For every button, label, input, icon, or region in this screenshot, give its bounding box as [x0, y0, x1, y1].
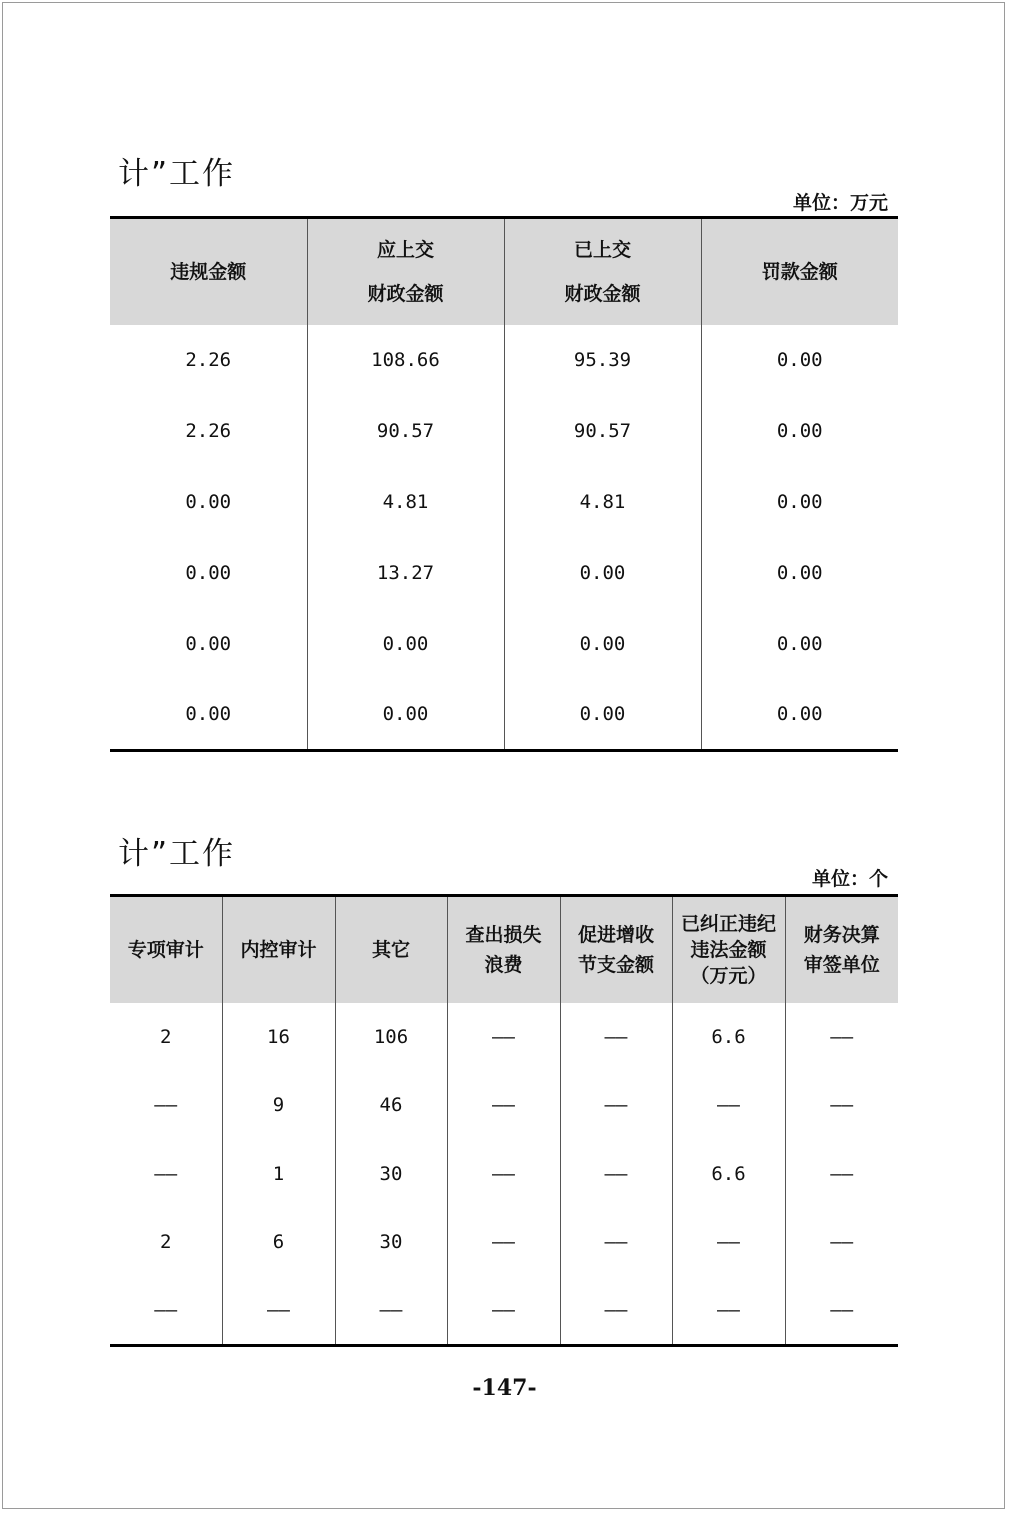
- table-cell: ——: [447, 1208, 560, 1277]
- header-special-audit: [110, 896, 222, 1003]
- table-cell: 0.00: [504, 538, 701, 609]
- table-cell: 16: [222, 1003, 335, 1072]
- page-number: -147-: [472, 1375, 537, 1401]
- table-cell: 13.27: [307, 538, 504, 609]
- header-other: [335, 896, 447, 1003]
- table-header-row: [110, 218, 898, 325]
- table-cell: 0.00: [504, 680, 701, 751]
- table-cell: 0.00: [701, 609, 898, 680]
- table-header-row: [110, 896, 898, 1003]
- table-cell: 0.00: [307, 680, 504, 751]
- section1-unit: 单位：万元: [792, 192, 888, 214]
- table-row: [110, 680, 898, 751]
- table-row: [110, 1071, 898, 1140]
- table-cell: 30: [335, 1140, 447, 1209]
- table-row: [110, 1003, 898, 1072]
- header-line: 其它: [371, 938, 410, 961]
- table-cell: ——: [335, 1277, 447, 1346]
- header-line: 违规金额: [170, 260, 247, 283]
- table-row: [110, 467, 898, 538]
- table-cell: ——: [672, 1277, 785, 1346]
- table-cell: ——: [154, 1162, 178, 1185]
- table-cell: 0.00: [185, 491, 232, 513]
- header-revenue-saving-amount: [560, 896, 672, 1003]
- header-line: 已上交: [573, 238, 631, 261]
- header-final-accounts-units: [785, 896, 898, 1003]
- table-cell: ——: [154, 1299, 178, 1321]
- table-cell: ——: [785, 1140, 898, 1209]
- table-row: [110, 1277, 898, 1346]
- table-cell: ——: [447, 1003, 560, 1072]
- header-line: 促进增收: [577, 923, 654, 946]
- table-cell: 2: [160, 1231, 172, 1254]
- header-line: 财政金额: [367, 282, 444, 305]
- table-cell: ——: [222, 1277, 335, 1346]
- table-row: [110, 538, 898, 609]
- header-line: 内控审计: [240, 938, 317, 961]
- header-line: 浪费: [484, 953, 523, 976]
- header-line: 财政金额: [564, 282, 641, 305]
- table-cell: 4.81: [307, 467, 504, 538]
- table-row: [110, 1140, 898, 1209]
- table-row: [110, 325, 898, 396]
- header-line: 审签单位: [803, 953, 880, 976]
- table-cell: ——: [447, 1071, 560, 1140]
- table-cell: ——: [785, 1208, 898, 1277]
- header-violation-amount: [110, 218, 307, 325]
- table-cell: ——: [672, 1071, 785, 1140]
- table-cell: 6.6: [672, 1140, 785, 1209]
- table-cell: 9: [222, 1071, 335, 1140]
- section2-unit: 单位：个: [811, 868, 888, 890]
- table-cell: 0.00: [307, 609, 504, 680]
- header-line: 违法金额: [690, 938, 767, 961]
- table-cell: ——: [785, 1277, 898, 1346]
- table-cell: 0.00: [701, 680, 898, 751]
- section2-table: [110, 894, 898, 1347]
- table-cell: ——: [447, 1277, 560, 1346]
- header-line: 专项审计: [127, 938, 204, 961]
- table-cell: 2.26: [185, 420, 232, 442]
- table-cell: 46: [335, 1071, 447, 1140]
- table-cell: 2: [160, 1025, 172, 1048]
- table-cell: 0.00: [701, 325, 898, 396]
- table-cell: 0.00: [185, 562, 232, 584]
- table-cell: ——: [560, 1003, 672, 1072]
- section1-table: [110, 216, 898, 752]
- header-line: 查出损失: [465, 923, 542, 946]
- table-row: [110, 1208, 898, 1277]
- header-fine-amount: [701, 218, 898, 325]
- table-cell: ——: [785, 1071, 898, 1140]
- header-line: 已纠正违纪: [680, 912, 776, 935]
- table-cell: ——: [560, 1140, 672, 1209]
- table-cell: 0.00: [701, 396, 898, 467]
- section2-title: 计”工作: [118, 836, 236, 872]
- table-cell: ——: [560, 1277, 672, 1346]
- header-line: 罚款金额: [761, 260, 838, 283]
- table-cell: 0.00: [701, 467, 898, 538]
- header-internal-control-audit: [222, 896, 335, 1003]
- table-cell: 0.00: [701, 538, 898, 609]
- table-cell: ——: [560, 1071, 672, 1140]
- table-cell: 0.00: [504, 609, 701, 680]
- table-row: [110, 396, 898, 467]
- table-cell: 0.00: [185, 633, 232, 655]
- table-cell: 90.57: [504, 396, 701, 467]
- table-cell: 90.57: [307, 396, 504, 467]
- header-payable-to-finance: [307, 218, 504, 325]
- header-line: 节支金额: [577, 953, 654, 976]
- table-cell: 30: [335, 1208, 447, 1277]
- header-paid-to-finance: [504, 218, 701, 325]
- table-cell: ——: [672, 1208, 785, 1277]
- table-cell: ——: [785, 1003, 898, 1072]
- table-cell: ——: [560, 1208, 672, 1277]
- table-cell: 2.26: [185, 349, 232, 371]
- table-cell: ——: [447, 1140, 560, 1209]
- header-loss-waste-found: [447, 896, 560, 1003]
- header-line: （万元）: [690, 964, 767, 987]
- table-row: [110, 609, 898, 680]
- table-cell: 1: [222, 1140, 335, 1209]
- table-cell: ——: [154, 1094, 178, 1117]
- table-cell: 6.6: [672, 1003, 785, 1072]
- header-line: 财务决算: [803, 923, 880, 946]
- section1-title: 计”工作: [118, 156, 236, 192]
- header-line: 应上交: [376, 238, 434, 261]
- table-cell: 0.00: [185, 703, 232, 726]
- table-cell: 6: [222, 1208, 335, 1277]
- table-cell: 106: [335, 1003, 447, 1072]
- table-cell: 4.81: [504, 467, 701, 538]
- table-cell: 95.39: [504, 325, 701, 396]
- table-cell: 108.66: [307, 325, 504, 396]
- header-corrected-violation-amount: [672, 896, 785, 1003]
